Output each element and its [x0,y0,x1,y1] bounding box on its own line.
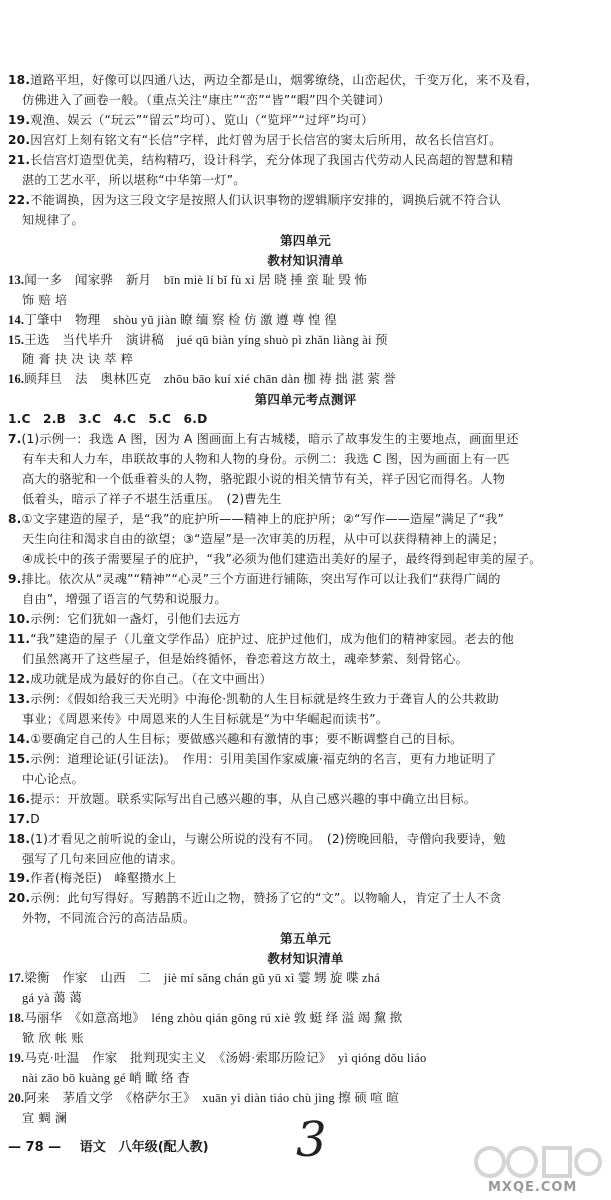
answer-text: 随 膏 抉 决 诀 萃 粹 [22,352,134,367]
answer-line [8,312,602,329]
answer-line [22,990,602,1007]
answer-text: 仿佛进入了画卷一般。（重点关注“康庄”“峦”“皆”“暇”四个关键词） [22,92,391,107]
answer-text: 梁衡 作家 山西 二 jiè mí sǎng chán gǔ yū xì 霎 甥 旋 喋 zhá [24,971,380,986]
answer-text: 示例：道理论证(引证法)。 作用：引用美国作家威廉·福克纳的名言，更有力地证明了 [30,751,497,766]
section-heading [0,252,611,269]
answer-line [8,192,602,209]
answer-text: 外物，不同流合污的高洁品质。 [22,911,196,926]
answer-text: 第四单元考点测评 [254,392,357,408]
question-number: 13. [8,272,25,287]
answer-line [8,272,602,289]
question-number: 19. [8,871,31,886]
answer-text: 1.C 2.B 3.C 4.C 5.C 6.D [8,412,208,427]
answer-line [22,851,602,868]
page-number: — 78 — [8,1140,62,1155]
section-heading [0,391,611,408]
question-number: 20. [8,891,31,906]
answer-text: 饰 赔 培 [22,292,68,307]
question-number: 16. [8,372,25,387]
answer-text: 锨 欣 帐 账 [22,1031,84,1046]
question-number: 13. [8,691,31,706]
answer-text: 道路平坦，好像可以四通八达，两边全都是山，烟雾缭绕，山峦起伏，千变万化，来不及看， [30,73,539,87]
answer-text: 们虽然离开了这些屋子，但是始终循怀，眷恋着这方故土，魂牵梦萦、刻骨铭心。 [22,651,468,666]
answer-line [8,112,602,129]
answer-line [8,1010,602,1027]
question-number: 12. [8,671,31,686]
answer-text: (1)才看见之前听说的金山，与谢公所说的没有不同。 (2)傍晚回船，寺僧向我要诗，勉 [30,831,506,846]
answer-text: 自由”，增强了语言的气势和说服力。 [22,592,227,607]
question-number: 20. [8,1091,25,1106]
section-heading [0,232,611,249]
page-footer [8,1136,209,1155]
answer-line [22,1070,602,1087]
answer-text: 第四单元 [280,232,331,248]
question-number: 7. [8,432,22,447]
subject-label: 语文 八年级(配人教) [79,1140,209,1155]
answer-text: 知规律了。 [22,212,84,227]
question-number: 10. [8,611,31,626]
answer-text: 成功就是成为最好的你自己。（在文中画出） [30,671,272,686]
answer-text: 长信宫灯造型优美，结构精巧，设计科学，充分体现了我国古代劳动人民高超的智慧和精 [30,152,514,167]
answer-text: gá yà 蔼 蔼 [22,991,82,1006]
answer-line [22,591,602,608]
answer-text: 排比。依次从“灵魂”“精神”“心灵”三个方面进行铺陈，突出写作可以让我们“获得广阔的 [21,572,501,587]
answer-text: 观渔、娱云（“玩云”“留云”均可）、览山（“览坪”“过坪”均可） [30,112,374,127]
question-number: 9. [8,572,22,587]
watermark-text: MXQE.COM [488,1180,578,1195]
answer-text: 强写了几句来回应他的请求。 [22,851,184,866]
answer-text: 中心论点。 [22,771,84,786]
answer-line [8,411,602,428]
question-number: 18. [8,73,31,87]
answer-line [8,791,602,808]
answer-line [8,811,602,828]
answer-line [8,691,602,708]
answer-text: 因宫灯上刻有铭文有“长信”字样，此灯曾为居于长信宫的窦太后所用，故名长信宫灯。 [30,132,502,147]
answer-text: 作者(梅尧臣) 峰壑攒水上 [30,871,177,886]
question-number: 18. [8,1011,25,1026]
answer-text: 不能调换，因为这三段文字是按照人们认识事物的逻辑顺序安排的，调换后就不符合认 [30,192,501,207]
question-number: 15. [8,332,25,347]
answer-text: nài zāo bō kuàng gé 峭 瞰 络 杳 [22,1071,190,1086]
answer-text: 提示：开放题。联系实际写出自己感兴趣的事，从自己感兴趣的事中确立出目标。 [30,791,477,806]
answer-line [22,491,602,508]
answer-line [22,531,602,548]
question-number: 17. [8,971,25,986]
answer-text: 示例：它们犹如一盏灯，引他们去远方 [30,611,241,626]
answer-text: 天生向往和渴求自由的欲望；③“造屋”是一次审美的历程，从中可以获得精神上的满足； [22,532,505,547]
answer-line [8,72,602,89]
answer-line [8,511,602,528]
answer-text: ①文字建造的屋子，是“我”的庇护所——精神上的庇护所；②“写作——造屋”满足了“我” [21,512,505,527]
handwritten-mark: 3 [296,1112,327,1168]
answer-text: D [30,811,40,826]
answer-line [22,292,602,309]
answer-line [22,771,602,788]
answer-line [22,910,602,927]
answer-line [22,212,602,229]
answer-line [8,431,602,448]
answer-line [8,132,602,149]
answer-line [22,711,602,728]
answer-text: 事业；《周恩来传》中周恩来的人生目标就是“为中华崛起而读书”。 [22,711,389,726]
answer-line [8,970,602,987]
answer-text: (1)示例一：我选 A 图，因为 A 图画面上有古城楼，暗示了故事发生的主要地点，画面里还 [21,432,519,447]
answer-text: 示例：此句写得好。写鹅鹊不近山之物，赞扬了它的“文”。以物喻人，肯定了士人不贪 [30,891,502,906]
answer-text: 丁肇中 物理 shòu yǔ jiàn 瞭 缅 察 检 仿 激 遵 尊 惶 徨 [24,312,337,327]
answer-line [8,751,602,768]
answer-line [8,332,602,349]
question-number: 22. [8,192,31,207]
answer-line [8,671,602,688]
answer-line [8,870,602,887]
answer-text: 马克·吐温 作家 批判现实主义 《汤姆·索耶历险记》 yì qióng dǒu liáo [24,1051,427,1066]
answer-text: 示例：《假如给我三天光明》中海伦·凯勒的人生目标就是终生致力于聋盲人的公共救助 [30,691,499,706]
answer-text: 闻一多 闻家骅 新月 bīn miè lí bǐ fù xì 居 晓 捶 蛮 耻 毁 怖 [24,272,368,287]
question-number: 17. [8,811,31,826]
answer-text: 教材知识清单 [267,252,344,268]
answer-text: 教材知识清单 [267,951,344,967]
answer-line [22,651,602,668]
answer-text: 湛的工艺水平，所以堪称“中华第一灯”。 [22,172,246,187]
answer-line [8,1090,602,1107]
answer-line [8,731,602,748]
question-number: 8. [8,512,22,527]
answer-line [22,451,602,468]
answer-text: 低着头，暗示了祥子不堪生活重压。 (2)曹先生 [22,492,282,507]
answer-text: 阿来 茅盾文学 《格萨尔王》 xuān yì diàn tiáo chù jìng 擦 硕 喧 暄 [24,1091,399,1106]
answer-text: “我”建造的屋子（儿童文学作品）庇护过、庇护过他们，成为他们的精神家园。老去的他 [30,631,514,646]
answer-text: 王选 当代毕升 演讲稿 jué qū biàn yíng shuò pì zhǎn liàng ài 预 [24,332,388,347]
section-heading [0,930,611,947]
answer-line [22,1030,602,1047]
answer-line [22,471,602,488]
answer-line [22,172,602,189]
question-number: 14. [8,731,31,746]
question-number: 19. [8,1051,25,1066]
answer-line [8,152,602,169]
answer-line [8,831,602,848]
answer-text: 马丽华 《如意高地》 léng zhòu qián gōng rú xiè 敦 蜓 绎 溢 竭 黧 揿 [24,1011,403,1026]
answer-line [8,571,602,588]
question-number: 19. [8,112,31,127]
answer-line [8,890,602,907]
answer-text: 顾拜旦 法 奥林匹克 zhōu bāo kuí xié chān dàn 枷 祷 拙 湛 萦 誉 [24,372,396,387]
answer-text: ①要确定自己的人生目标；要做感兴趣和有激情的事；要不断调整自己的目标。 [30,731,463,746]
answer-text: 有车夫和人力车，串联故事的人物和人物的身份。示例二：我选 C 图，因为画面上有一匹 [22,452,510,467]
answer-text: 高大的骆驼和一个低垂着头的人物，骆驼跟小说的相关情节有关，祥子因它而得名。人物 [22,472,506,487]
answer-line [22,92,602,109]
answer-text: ④成长中的孩子需要屋子的庇护，“我”必须为他们建造出美好的屋子，最终得到起审美的屋子。 [22,552,542,567]
answer-line [8,611,602,628]
question-number: 18. [8,831,31,846]
question-number: 16. [8,791,31,806]
answer-line [22,351,602,368]
answer-line [8,631,602,648]
question-number: 20. [8,132,31,147]
section-heading [0,950,611,967]
question-number: 21. [8,152,31,167]
question-number: 15. [8,751,31,766]
answer-line [8,1050,602,1067]
answer-text: 第五单元 [280,931,331,947]
question-number: 11. [8,631,31,646]
answer-line [8,371,602,388]
answer-text: 宣 蜩 澜 [22,1111,68,1126]
answer-line [22,551,602,568]
question-number: 14. [8,312,25,327]
